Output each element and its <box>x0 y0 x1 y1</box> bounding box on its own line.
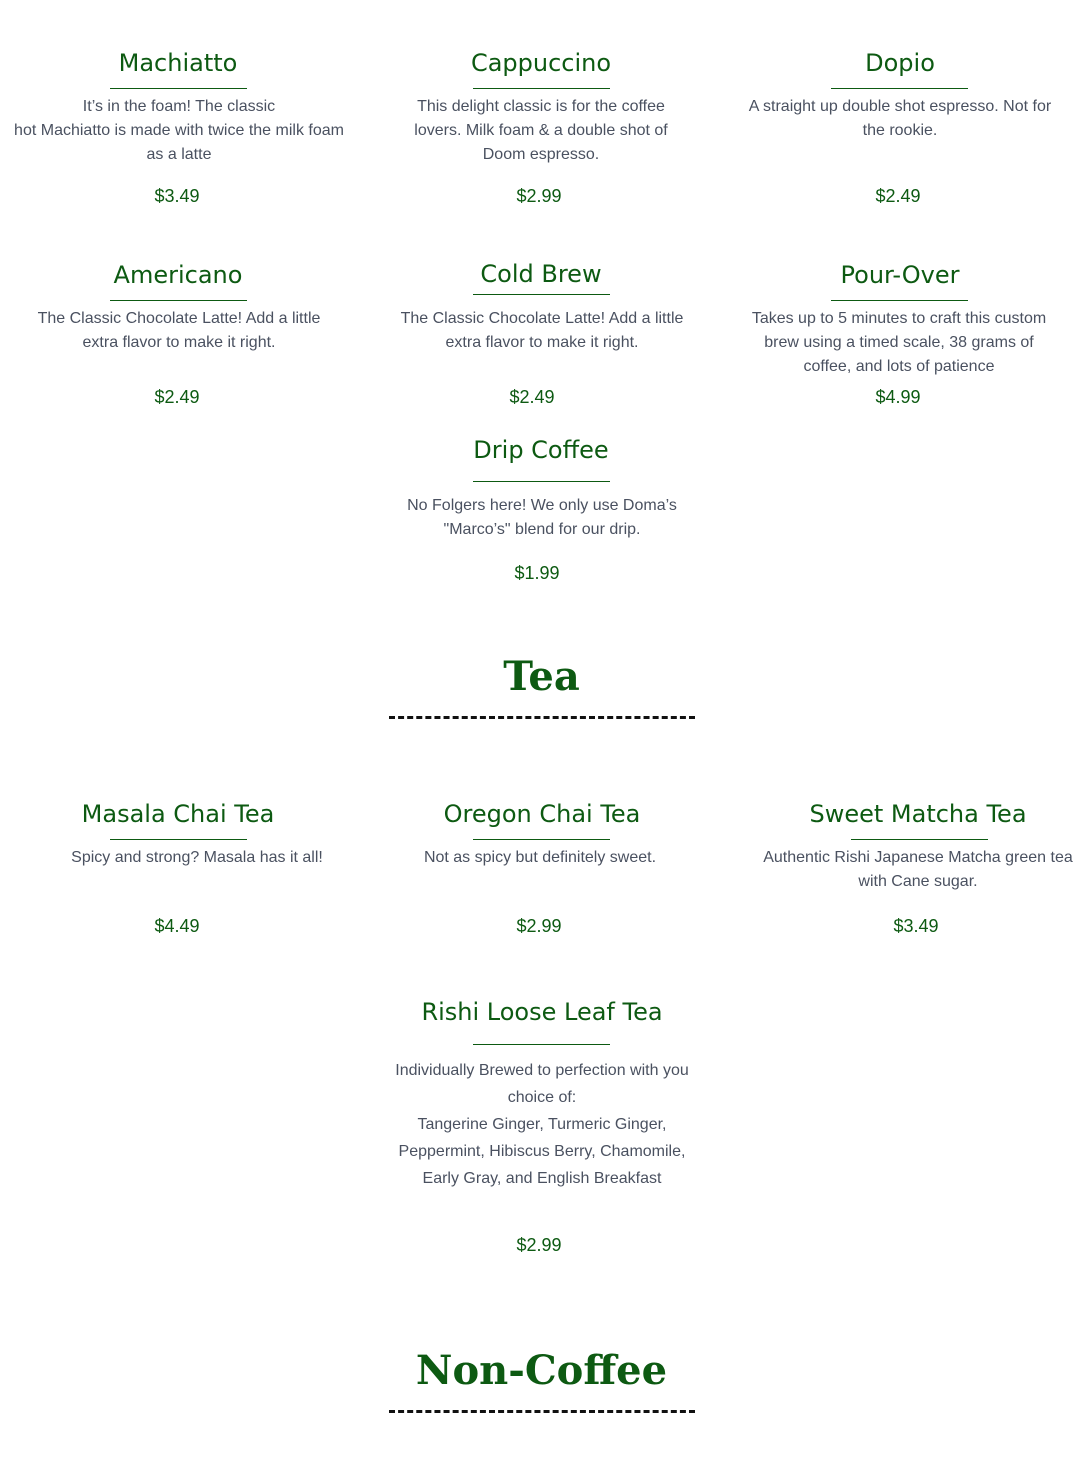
item-description: A straight up double shot espresso. Not for the rookie. <box>748 98 1052 139</box>
item-description: Not as spicy but definitely sweet. <box>423 849 657 866</box>
item-price: $2.49 <box>509 387 555 407</box>
item-divider <box>473 88 610 89</box>
item-name: Rishi Loose Leaf Tea <box>421 998 663 1026</box>
item-name: Cappuccino <box>470 49 612 77</box>
item-name: Pour-Over <box>840 261 960 289</box>
item-description: The Classic Chocolate Latte! Add a little extra flavor to make it right. <box>37 310 321 351</box>
item-description: This delight classic is for the coffee lovers. Milk foam & a double shot of Doom espresso. <box>414 98 668 163</box>
item-price: $2.99 <box>516 1235 562 1255</box>
item-divider <box>831 88 968 89</box>
item-price: $3.49 <box>893 916 939 936</box>
item-price: $2.49 <box>875 186 921 206</box>
item-name: Machiatto <box>118 49 238 77</box>
item-divider <box>110 88 247 89</box>
item-name: Cold Brew <box>480 260 602 288</box>
item-divider <box>473 481 610 482</box>
item-divider <box>473 839 610 840</box>
item-divider <box>110 300 247 301</box>
item-price: $2.49 <box>154 387 200 407</box>
item-divider <box>831 300 968 301</box>
item-description: It’s in the foam! The classic hot Machiatto is made with twice the milk foam as a latte <box>14 98 344 163</box>
item-price: $2.99 <box>516 916 562 936</box>
item-description: Authentic Rishi Japanese Matcha green tea with Cane sugar. <box>763 849 1073 890</box>
item-description: Spicy and strong? Masala has it all! <box>71 849 323 866</box>
item-price: $1.99 <box>514 563 560 583</box>
item-divider <box>473 294 610 295</box>
item-divider <box>110 839 247 840</box>
item-name: Drip Coffee <box>473 436 609 464</box>
item-description: No Folgers here! We only use Doma’s "Marco’s" blend for our drip. <box>407 497 677 538</box>
item-description: Takes up to 5 minutes to craft this custom brew using a timed scale, 38 grams of coffee, and lots of patience <box>751 310 1047 375</box>
section-divider <box>389 1410 695 1413</box>
section-divider <box>389 716 695 719</box>
section-title-non-coffee: Non-Coffee <box>415 1347 668 1394</box>
item-name: Americano <box>113 261 243 289</box>
item-divider <box>851 839 988 840</box>
item-price: $4.99 <box>875 387 921 407</box>
item-price: $4.49 <box>154 916 200 936</box>
item-description: The Classic Chocolate Latte! Add a little extra flavor to make it right. <box>400 310 684 351</box>
section-title-tea: Tea <box>503 653 580 700</box>
item-name: Dopio <box>865 49 935 77</box>
item-name: Sweet Matcha Tea <box>809 800 1027 828</box>
item-divider <box>473 1044 610 1045</box>
item-name: Oregon Chai Tea <box>443 800 641 828</box>
item-price: $3.49 <box>154 186 200 206</box>
item-name: Masala Chai Tea <box>81 800 275 828</box>
item-price: $2.99 <box>516 186 562 206</box>
item-description: Individually Brewed to perfection with you choice of: Tangerine Ginger, Turmeric Ginger, Peppermint, Hibiscus Berry, Chamomile, Early Gray, and English Breakfast <box>395 1062 689 1187</box>
